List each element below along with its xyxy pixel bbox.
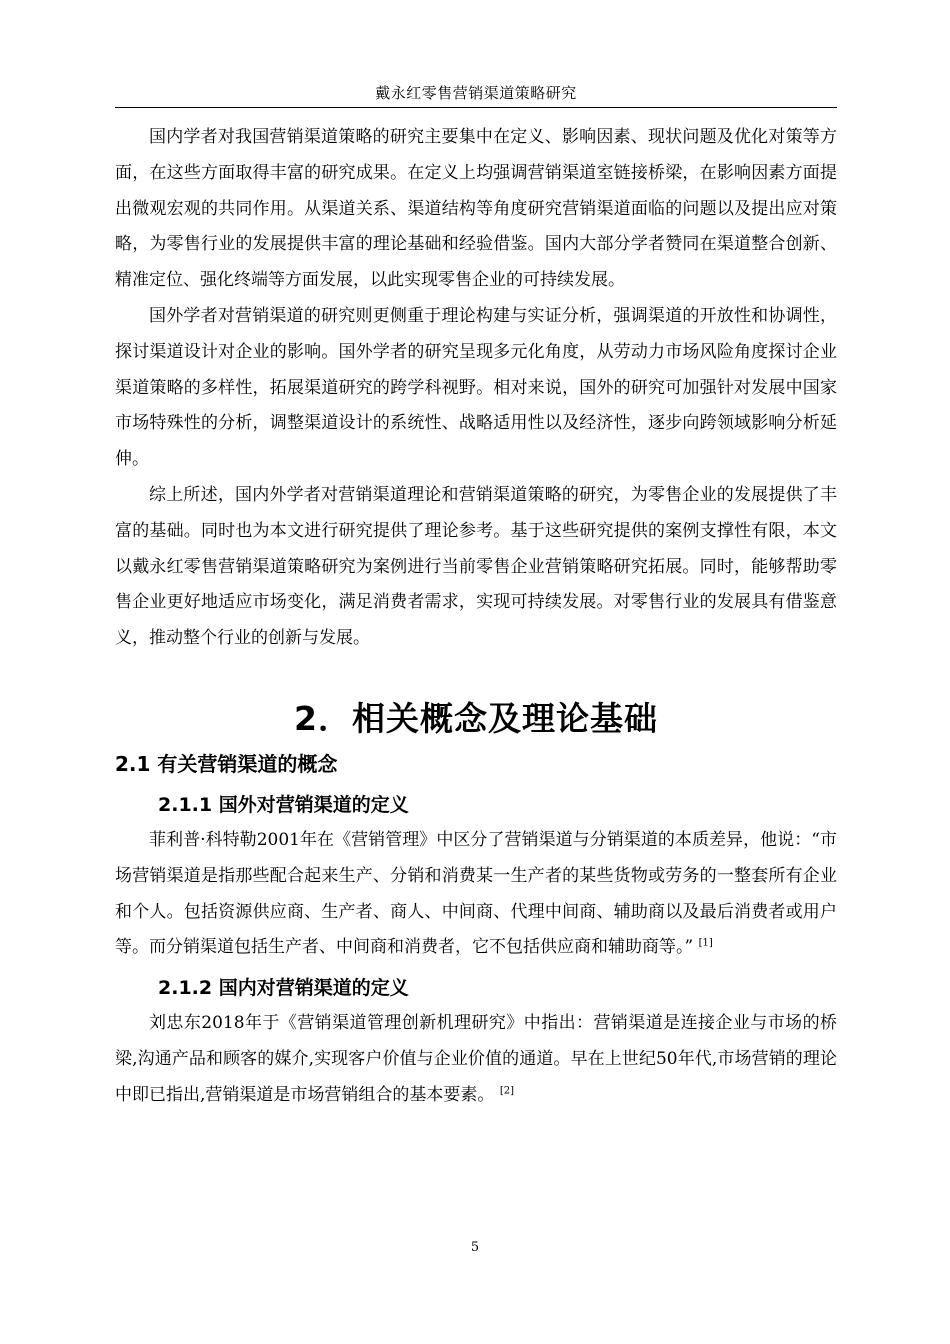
body-paragraph [115,823,837,966]
page-number: 5 [470,1240,480,1255]
citation-marker: [2] [499,1085,514,1097]
subsection-title: 2.1.2 国内对营销渠道的定义 [158,977,409,1000]
body-paragraph [115,1006,837,1113]
subsection-title: 2.1.1 国外对营销渠道的定义 [158,793,409,816]
section-title: 2.1 有关营销渠道的概念 [115,751,338,776]
body-paragraph: 综上所述，国内外学者对营销渠道理论和营销渠道策略的研究，为零售企业的发展提供了丰富的基础。同时也为本文进行研究提供了理论参考。基于这些研究提供的案例支撑性有限，本文以戴永红零售营销渠道策略研究为案例进行当前零售企业营销策略研究拓展。同时，能够帮助零售企业更好地适应市场变化，满足消费者需求，实现可持续发展。对零售行业的发展具有借鉴意义，推动整个行业的创新与发展。 [115,484,837,649]
body-paragraph: 国外学者对营销渠道的研究则更侧重于理论构建与实证分析，强调渠道的开放性和协调性，探讨渠道设计对企业的影响。国外学者的研究呈现多元化角度，从劳动力市场风险角度探讨企业渠道策略的多样性，拓展渠道研究的跨学科视野。相对来说，国外的研究可加强针对发展中国家市场特殊性的分析，调整渠道设计的系统性、战略适用性以及经济性，逐步向跨领域影响分析延伸。 [115,305,837,470]
paragraph-text: 菲利普·科特勒2001年在《营销管理》中区分了营销渠道与分销渠道的本质差异，他说：“市场营销渠道是指那些配合起来生产、分销和消费某一生产者的某些货物或劳务的一整套所有企业和个人。包括资源供应商、生产者、商人、中间商、代理中间商、辅助商以及最后消费者或用户等。而分销渠道包括生产者、中间商和消费者，它不包括供应商和辅助商等。” [115,829,837,958]
paragraph-text: 刘忠东2018年于《营销渠道管理创新机理研究》中指出：营销渠道是连接企业与市场的桥梁,沟通产品和顾客的媒介,实现客户价值与企业价值的通道。早在上世纪50年代,市场营销的理论中即已指出,营销渠道是市场营销组合的基本要素。 [115,1013,837,1105]
body-paragraph: 国内学者对我国营销渠道策略的研究主要集中在定义、影响因素、现状问题及优化对策等方面，在这些方面取得丰富的研究成果。在定义上均强调营销渠道室链接桥梁，在影响因素方面提出微观宏观的共同作用。从渠道关系、渠道结构等角度研究营销渠道面临的问题以及提出应对策略，为零售行业的发展提供丰富的理论基础和经验借鉴。国内大部分学者赞同在渠道整合创新、精准定位、强化终端等方面发展，以此实现零售企业的可持续发展。 [115,127,837,291]
chapter-title: 2．相关概念及理论基础 [294,698,658,738]
page-content [115,120,837,1114]
citation-marker: [1] [698,937,713,949]
header-divider [115,107,837,108]
page-header: 戴永红零售营销渠道策略研究 [375,84,577,102]
